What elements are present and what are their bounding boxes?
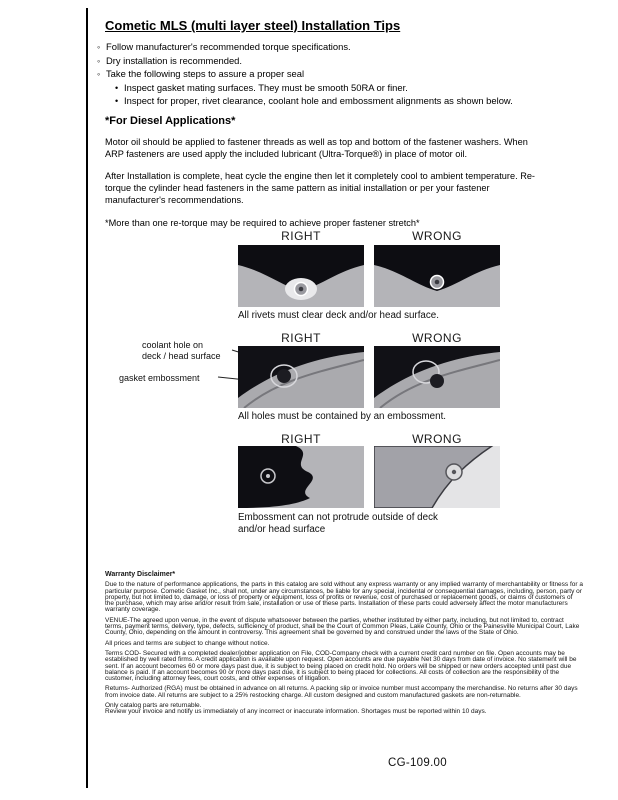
disclaimer-paragraph: All prices and terms are subject to change without notice. xyxy=(105,639,270,647)
callout-coolant-hole-line2: deck / head surface xyxy=(142,350,221,361)
caption-row3: Embossment can not protrude outside of deck and/or head surface xyxy=(238,512,438,535)
disclaimer-paragraph: Terms COD- Secured with a completed dealer/jobber application on File, COD-Company check with a current credit card number on file. Open accounts may be established by well rated firms. A credit application is available upon request. Open accounts are due payable Net 30 days from date of invoice. No statement will be sent. If an account becomes 60 or more days past due, it is subject to being placed on credit hold. No orders will be shipped or new orders accepted until past due balance is paid. If an account becomes 90 or more days past due, it is subject to being placed for collections. All costs of collection are the responsibility of the customer, including attorney fees, court costs, and other expenses of litigation. xyxy=(105,649,577,683)
diesel-paragraph: Motor oil should be applied to fastener threads as well as top and bottom of the fastener washers. When ARP fasteners are used apply the included lubricant (Ultra-Torque®) in place of motor oil. xyxy=(105,136,528,159)
disclaimer-paragraph: Only catalog parts are returnable. xyxy=(105,702,202,710)
warranty-disclaimer-section xyxy=(105,572,583,720)
tip-sub-item: • Inspect for proper, rivet clearance, coolant hole and embossment alignments as shown below. xyxy=(115,96,577,106)
wrong-label-row2: WRONG xyxy=(412,331,462,345)
callout-coolant-hole-line1: coolant hole on xyxy=(142,340,204,350)
wrong-label-row1: WRONG xyxy=(412,229,462,243)
diagram-rivet-overlap-wrong xyxy=(374,245,500,307)
diagram-hole-contained-right xyxy=(238,346,364,408)
diagram-hole-uncontained-wrong xyxy=(374,346,500,408)
disclaimer-paragraph: Due to the nature of performance applications, the parts in this catalog are sold without any express warranty or any implied warranty of merchantability or fitness for a particular purpose. Cometic Gasket Inc., shall not, under any circumstances, be liable for any special, incidental or consequential damages, including, person, party or property, but not limited to, damage, or loss of property or equipment, loss of profits or revenue, cost of purchased or replacement goods, or claims of customers of the purchase, which may arise and/or result from sale, installation or use of these parts. Installation of these parts could adversely affect the motor manufacturers warranty coverage. xyxy=(105,581,583,614)
page-code: CG-109.00 xyxy=(388,757,447,769)
right-label-row2: RIGHT xyxy=(281,331,321,345)
diagram-rivet-clear-right xyxy=(238,245,364,307)
diesel-note: *More than one re-torque may be required to achieve proper fastener stretch* xyxy=(105,217,420,228)
installation-tips-list xyxy=(97,42,577,110)
tip-item: ◦ Dry installation is recommended. xyxy=(97,56,577,66)
disclaimer-paragraph: VENUE-The agreed upon venue, in the event of dispute whatsoever between the parties, whether instituted by either party, including, but not limited to, contract terms, payment terms, delivery, type, defects, sufficiency of product, shall be the Court of Common Pleas, Lake County, Ohio or the Painesville Municipal Court, Lake County, Ohio, depending on the amount in controversy. This agreement shall be governed by and construed under the laws of the State of Ohio. xyxy=(105,616,580,637)
disclaimer-heading: Warranty Disclaimer* xyxy=(105,571,176,578)
right-label-row1: RIGHT xyxy=(281,229,321,243)
tip-item: ◦ Take the following steps to assure a proper seal xyxy=(97,69,577,79)
diagram-embossment-protruding-wrong xyxy=(374,446,500,508)
caption-row2: All holes must be contained by an embossment. xyxy=(238,411,447,422)
tip-sub-item: • Inspect gasket mating surfaces. They must be smooth 50RA or finer. xyxy=(115,83,577,93)
caption-row1: All rivets must clear deck and/or head surface. xyxy=(238,310,439,321)
callout-coolant-hole xyxy=(142,340,221,361)
left-border-rule xyxy=(86,8,88,788)
wrong-label-row3: WRONG xyxy=(412,432,462,446)
right-label-row3: RIGHT xyxy=(281,432,321,446)
diesel-paragraph: After Installation is complete, heat cycle the engine then let it completely cool to ambient temperature. Re-torque the cylinder head fasteners in the same pattern as initial installation or per your fastener manufacturer's recommendations. xyxy=(105,171,535,205)
page-title: Cometic MLS (multi layer steel) Installation Tips xyxy=(105,18,401,33)
diesel-heading: *For Diesel Applications* xyxy=(105,115,236,127)
tip-item: ◦ Follow manufacturer's recommended torque specifications. xyxy=(97,42,577,52)
diagram-embossment-inside-right xyxy=(238,446,364,508)
diesel-applications-section xyxy=(105,116,547,241)
disclaimer-paragraph: Review your invoice and notify us immediately of any incorrect or inaccurate information. Shortages must be reported within 10 days. xyxy=(105,708,487,716)
disclaimer-paragraph: Returns- Authorized (RGA) must be obtained in advance on all returns. A packing slip or invoice number must accompany the merchandise. No returns after 30 days from invoice date. All returns are subject to a 25% restocking charge. All custom designed and custom manufactured gaskets are non-returnable. xyxy=(105,685,578,699)
callout-gasket-embossment: gasket embossment xyxy=(119,373,200,383)
